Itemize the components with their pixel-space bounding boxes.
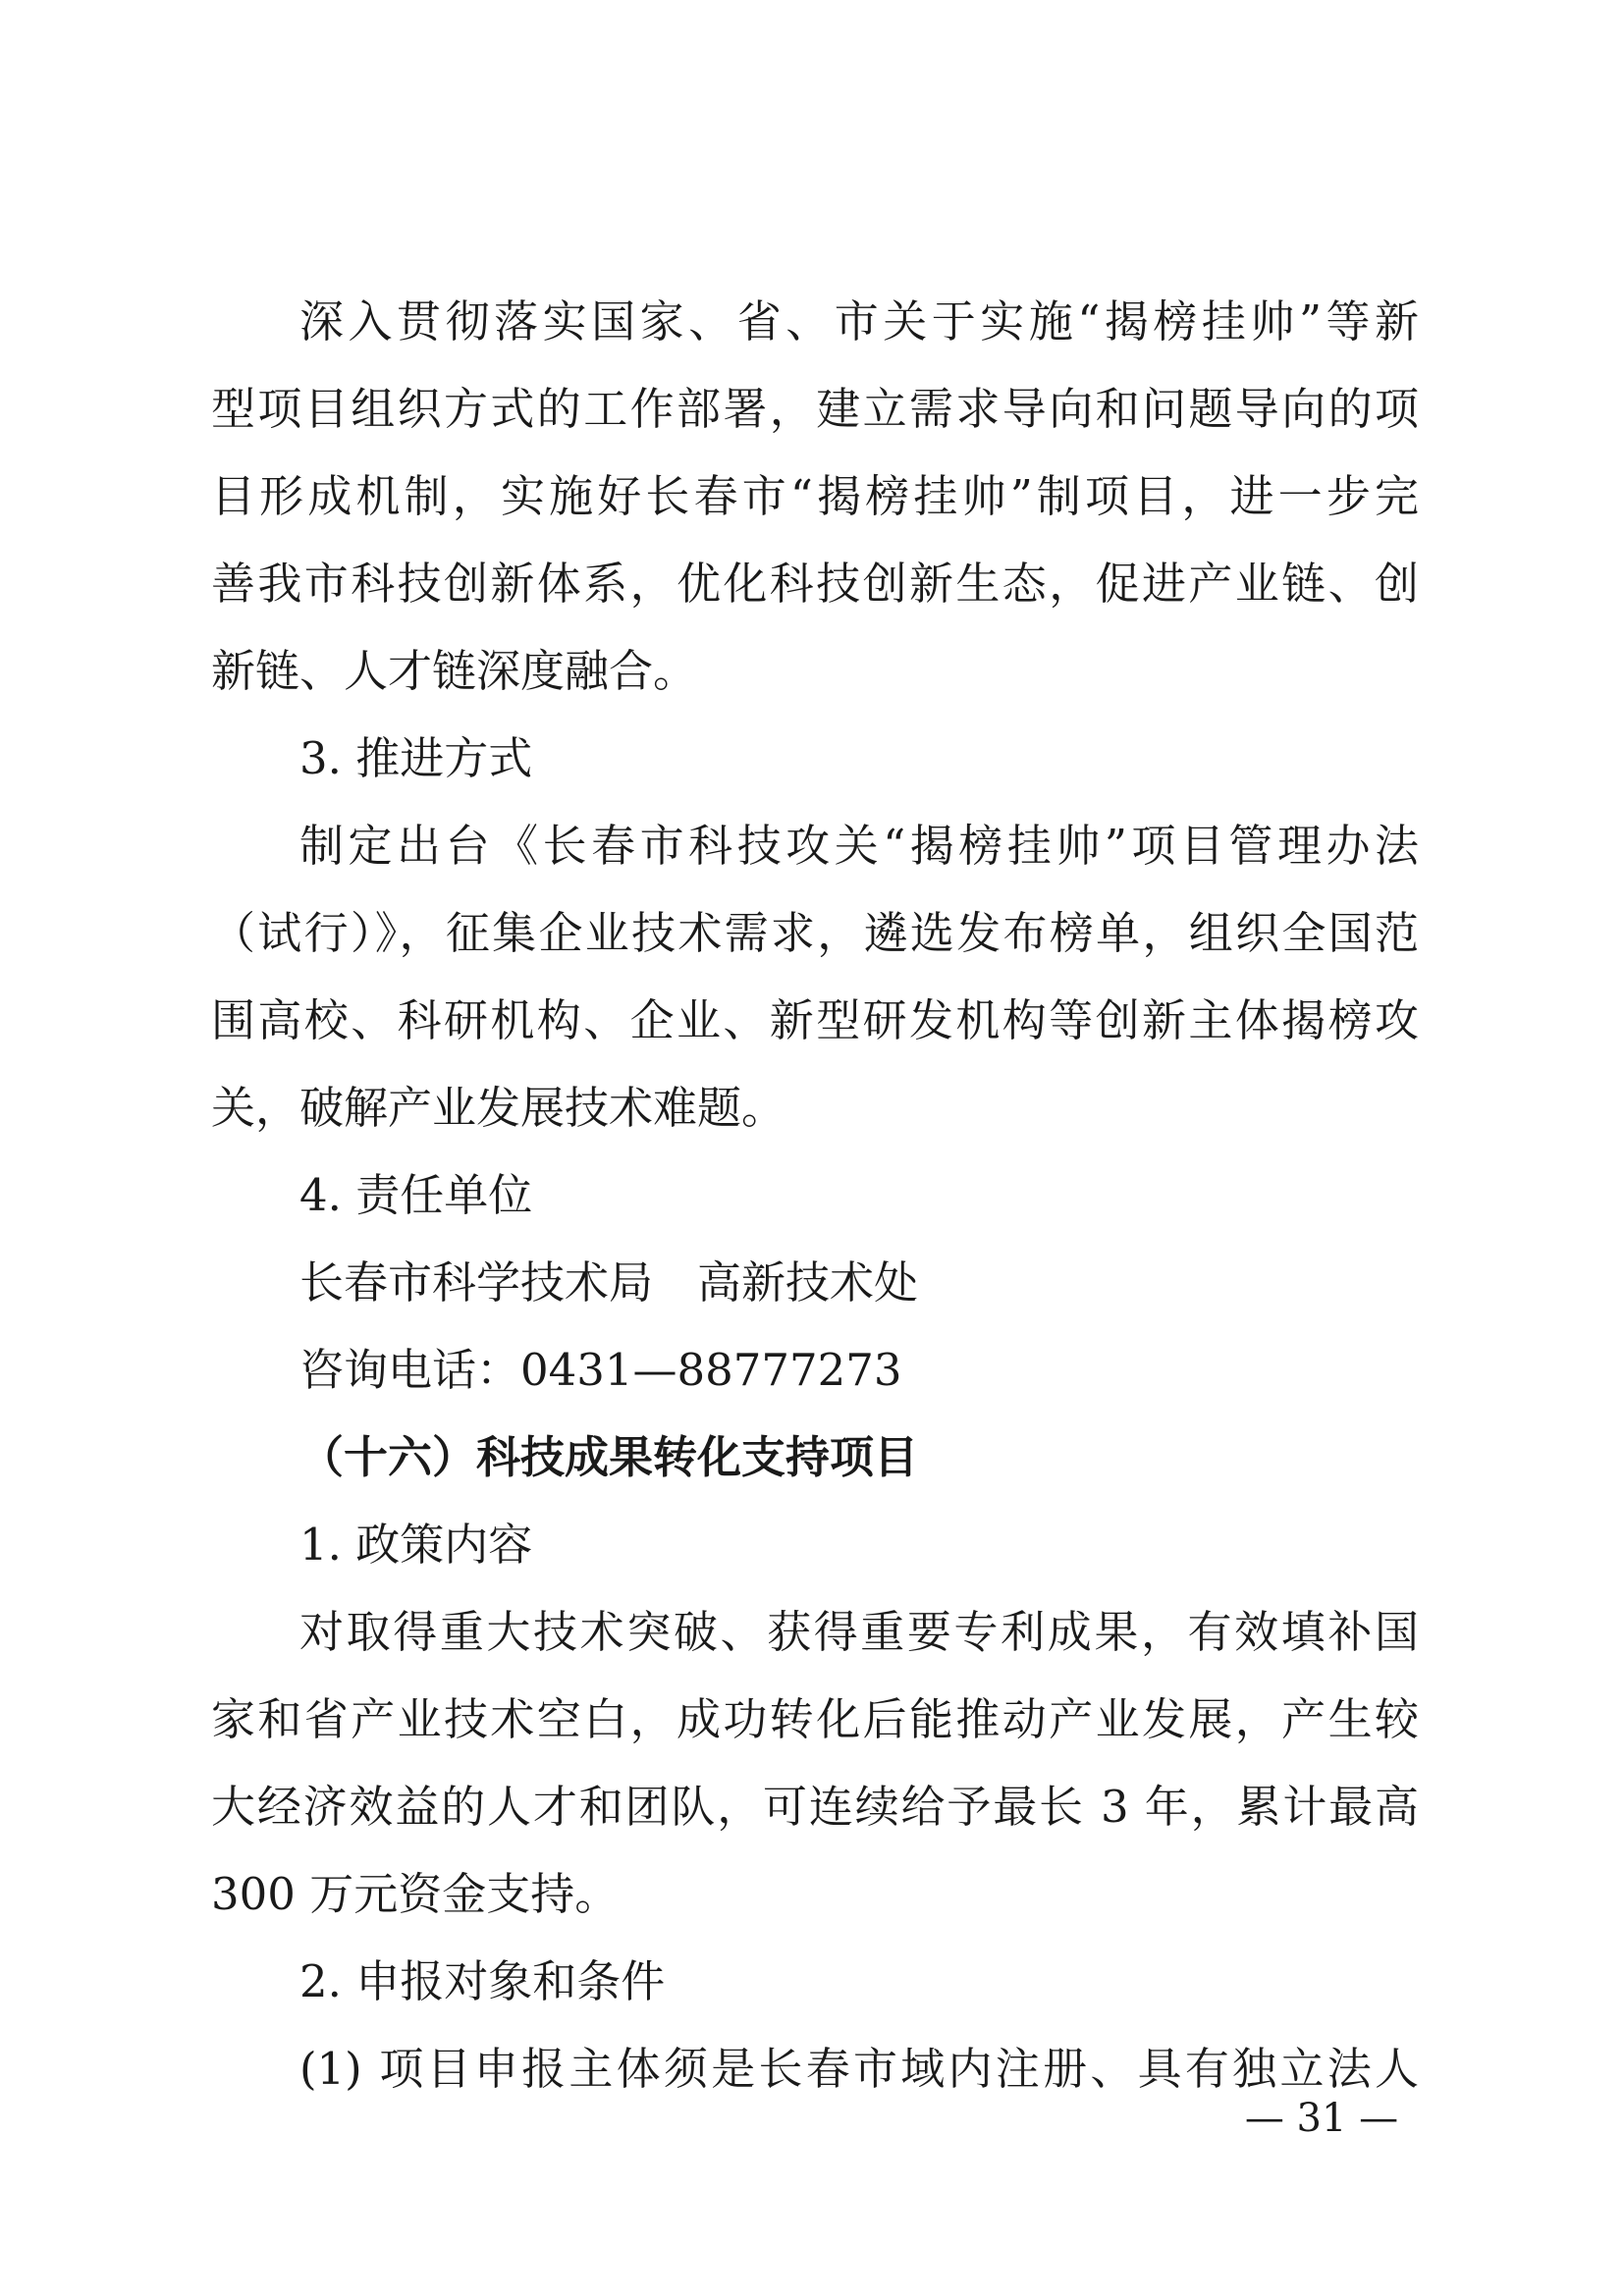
contact-phone: 咨询电话：0431—88777273: [299, 1344, 902, 1396]
section-heading: 1. 政策内容: [299, 1519, 533, 1571]
section-heading: 2. 申报对象和条件: [299, 1955, 666, 2007]
paragraph-line: 大经济效益的人才和团队，可连续给予最长 3 年，累计最高: [211, 1781, 1419, 1833]
paragraph-line: 300 万元资金支持。: [211, 1868, 620, 1920]
paragraph-line: 关，破解产业发展技术难题。: [211, 1082, 786, 1134]
section-heading: 4. 责任单位: [299, 1169, 533, 1221]
paragraph-line: 新链、人才链深度融合。: [211, 645, 698, 697]
paragraph-line: 围高校、科研机构、企业、新型研发机构等创新主体揭榜攻: [211, 994, 1419, 1046]
paragraph-line: 目形成机制，实施好长春市“揭榜挂帅”制项目，进一步完: [211, 470, 1419, 522]
section-heading: 3. 推进方式: [299, 732, 533, 784]
paragraph-line: 深入贯彻落实国家、省、市关于实施“揭榜挂帅”等新: [299, 295, 1419, 347]
paragraph-line: （试行）》，征集企业技术需求，遴选发布榜单，组织全国范: [211, 907, 1419, 959]
page-number: — 31 —: [1244, 2096, 1399, 2141]
paragraph-line: 对取得重大技术突破、获得重要专利成果，有效填补国: [299, 1606, 1419, 1658]
paragraph-line: (1) 项目申报主体须是长春市域内注册、具有独立法人: [299, 2043, 1419, 2095]
paragraph-line: 制定出台《长春市科技攻关“揭榜挂帅”项目管理办法: [299, 820, 1419, 872]
responsible-unit: 长春市科学技术局 高新技术处: [299, 1256, 919, 1308]
paragraph-line: 型项目组织方式的工作部署，建立需求导向和问题导向的项: [211, 383, 1419, 435]
paragraph-line: 家和省产业技术空白，成功转化后能推动产业发展，产生较: [211, 1693, 1419, 1745]
paragraph-line: 善我市科技创新体系，优化科技创新生态，促进产业链、创: [211, 558, 1419, 610]
subsection-title: （十六）科技成果转化支持项目: [299, 1431, 919, 1483]
